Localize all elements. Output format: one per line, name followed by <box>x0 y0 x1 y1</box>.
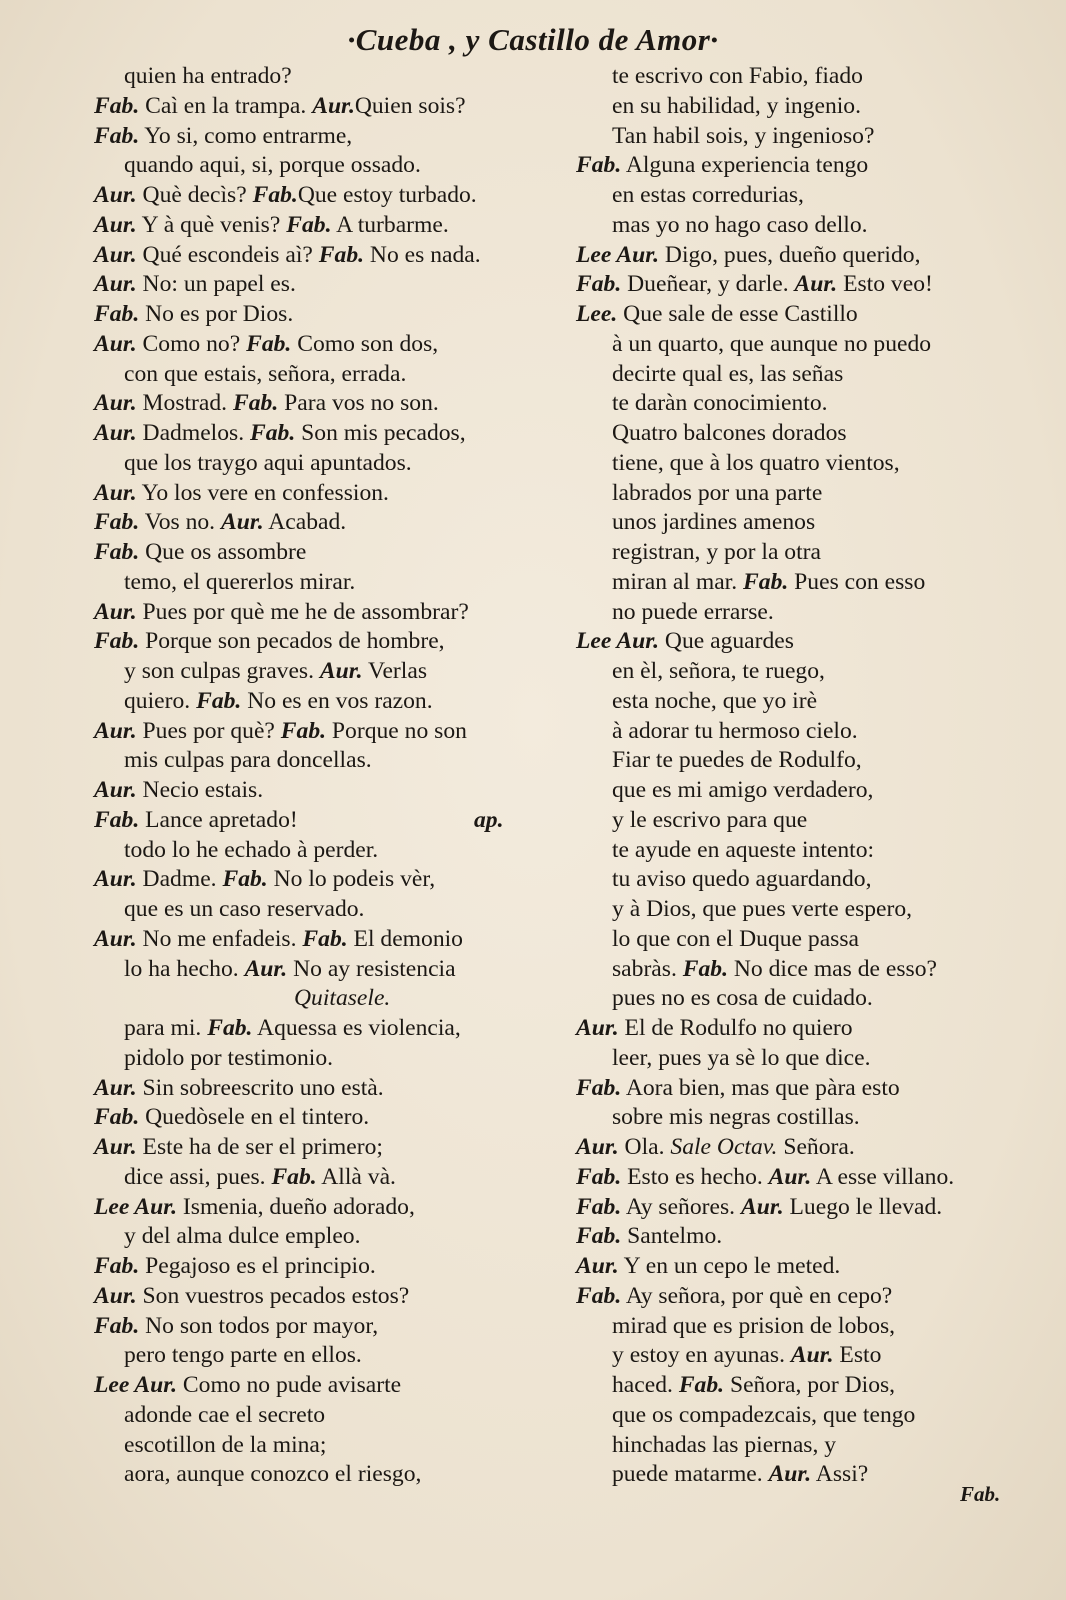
speaker-label: Aur. <box>94 1074 137 1101</box>
verse-line <box>576 449 1016 479</box>
verse-line <box>576 181 1016 211</box>
speaker-label: Aur. <box>312 92 355 119</box>
speaker-label: Fab. <box>196 687 242 714</box>
speaker-label: Fab. <box>318 241 365 268</box>
verse-line <box>576 1371 1016 1401</box>
line-text: Quedòsele en el tintero. <box>139 1104 370 1131</box>
verse-line <box>94 1460 554 1490</box>
line-text: No lo podeis vèr, <box>267 866 436 893</box>
verse-line <box>576 1044 1016 1074</box>
line-text: Señora, por Dios, <box>724 1372 896 1398</box>
line-text: à un quarto, que aunque no puedo <box>612 330 932 357</box>
line-text: A turbarme. <box>331 211 449 238</box>
line-text: Tan habil sois, y ingenioso? <box>612 122 875 149</box>
line-text: Dueñear, y darle. <box>621 271 795 298</box>
line-text: Ismenia, dueño adorado, <box>177 1193 415 1220</box>
speaker-label: Fab. <box>576 1282 622 1309</box>
line-text: Que aguardes <box>659 628 794 655</box>
line-text: en èl, señora, te ruego, <box>612 658 825 684</box>
speaker-label: Aur. <box>94 182 137 208</box>
line-text: Lance apretado! <box>139 806 298 833</box>
line-text: te ayude en aqueste intento: <box>612 836 875 863</box>
line-text: quien ha entrado? <box>124 63 292 89</box>
verse-line <box>94 925 554 955</box>
line-text: Aquessa es violencia, <box>252 1015 461 1041</box>
verse-line <box>94 211 554 241</box>
verse-line <box>94 122 554 152</box>
verse-line <box>576 687 1016 717</box>
line-text: à adorar tu hermoso cielo. <box>612 717 858 744</box>
verse-line <box>576 92 1016 122</box>
verse-line <box>94 538 554 568</box>
line-text: quiero. <box>124 687 197 714</box>
verse-line <box>94 181 554 211</box>
line-text: Fiar te puedes de Rodulfo, <box>612 747 862 774</box>
verse-line <box>94 627 554 657</box>
line-text: Que os assombre <box>139 539 307 565</box>
line-text: que es mi amigo verdadero, <box>612 777 874 803</box>
speaker-label: Aur. <box>94 866 137 893</box>
speaker-label: Aur. <box>94 479 137 506</box>
verse-line <box>94 300 554 330</box>
line-text: El demonio <box>347 925 463 952</box>
speaker-label: Fab. <box>94 539 140 565</box>
line-text: tiene, que à los quatro vientos, <box>612 449 900 476</box>
verse-line <box>94 1431 554 1461</box>
line-text: Esto <box>833 1342 882 1369</box>
line-text: dice assi, pues. <box>124 1163 272 1190</box>
speaker-label: Fab. <box>576 152 622 179</box>
speaker-label: Aur. <box>319 658 363 684</box>
line-text: tu aviso quedo aguardando, <box>612 866 872 893</box>
verse-line <box>94 270 554 300</box>
line-text: Porque son pecados de hombre, <box>139 628 445 655</box>
verse-line <box>94 151 554 181</box>
speaker-label: Fab. <box>94 92 140 119</box>
running-header: ·Cueba , y Castillo de Amor· <box>347 22 719 57</box>
verse-line <box>94 598 554 628</box>
speaker-label: Lee Aur. <box>94 1193 178 1220</box>
verse-line <box>94 955 554 985</box>
verse-line <box>576 955 1016 985</box>
speaker-label: Aur. <box>94 1282 137 1309</box>
verse-line <box>576 479 1016 509</box>
speaker-label: Fab. <box>94 628 140 655</box>
line-text: puede matarme. <box>612 1461 769 1488</box>
verse-line <box>94 330 554 360</box>
speaker-label: Fab. <box>678 1372 725 1398</box>
speaker-label: Fab. <box>576 271 622 298</box>
line-text: No es nada. <box>364 241 481 268</box>
speaker-label: Aur. <box>244 955 288 982</box>
line-text: Y à què venis? <box>136 211 287 238</box>
line-text: temo, el quererlos mirar. <box>124 568 356 595</box>
line-text: Dadmelos. <box>136 420 251 446</box>
line-text: Verlas <box>362 658 427 684</box>
line-text: haced. <box>612 1372 679 1398</box>
verse-line <box>94 419 554 449</box>
line-text: te daràn conocimiento. <box>612 390 828 417</box>
speaker-label: Fab. <box>271 1163 317 1190</box>
aside-marker: ap. <box>474 806 504 833</box>
line-text: Yo los vere en confession. <box>136 479 389 506</box>
line-text: te escrivo con Fabio, fiado <box>612 63 863 89</box>
verse-line <box>94 1222 554 1252</box>
line-text: pero tengo parte en ellos. <box>124 1342 362 1369</box>
verse-line <box>576 717 1016 747</box>
verse-line <box>94 657 554 687</box>
verse-line <box>94 1133 554 1163</box>
line-text: Mostrad. <box>136 390 233 417</box>
line-text: Luego le llevad. <box>783 1193 943 1220</box>
catchword: Fab. <box>960 1482 1001 1506</box>
line-text: Vos no. <box>139 509 221 536</box>
speaker-label: Fab. <box>576 1163 622 1190</box>
speaker-label: Aur. <box>740 1193 784 1220</box>
verse-line <box>576 538 1016 568</box>
line-text: Que sale de esse Castillo <box>617 301 858 327</box>
verse-line <box>576 1222 1016 1252</box>
speaker-label: Fab. <box>250 420 296 446</box>
speaker-label: Aur. <box>94 211 137 238</box>
verse-line <box>576 984 1016 1014</box>
line-text: Acabad. <box>263 509 347 536</box>
verse-line <box>94 776 554 806</box>
verse-line <box>94 1014 554 1044</box>
speaker-label: Fab. <box>207 1015 253 1041</box>
verse-line <box>576 568 1016 598</box>
verse-line <box>576 1431 1016 1461</box>
line-text: lo que con el Duque passa <box>612 925 860 952</box>
speaker-label: Aur. <box>220 509 264 536</box>
verse-line <box>576 241 1016 271</box>
line-text: Quatro balcones dorados <box>612 420 847 446</box>
speaker-label: Aur. <box>94 330 137 357</box>
verse-line <box>94 836 554 866</box>
verse-line <box>94 1103 554 1133</box>
line-text: y à Dios, que pues verte espero, <box>612 896 913 922</box>
line-text: con que estais, señora, errada. <box>124 360 407 387</box>
line-text: Quien sois? <box>354 92 466 119</box>
verse-line <box>576 657 1016 687</box>
line-text: Esto veo! <box>837 271 933 298</box>
verse-line <box>576 1460 1016 1490</box>
verse-line <box>576 62 1016 92</box>
verse-line <box>576 270 1016 300</box>
verse-line <box>94 865 554 895</box>
line-text: Son vuestros pecados estos? <box>136 1282 410 1309</box>
verse-line <box>576 1341 1016 1371</box>
line-text: No me enfadeis. <box>136 925 303 952</box>
verse-line <box>94 568 554 598</box>
line-text: Son mis pecados, <box>295 420 466 446</box>
line-text: esta noche, que yo irè <box>612 687 818 714</box>
verse-line <box>576 1074 1016 1104</box>
line-text: leer, pues ya sè lo que dice. <box>612 1044 871 1071</box>
speaker-label: Fab. <box>576 1193 622 1220</box>
line-text: Sin sobreescrito uno està. <box>136 1074 384 1101</box>
verse-line <box>94 687 554 717</box>
line-text: Digo, pues, dueño querido, <box>659 241 921 268</box>
verse-line <box>576 360 1016 390</box>
speaker-label: Aur. <box>94 241 137 268</box>
verse-line <box>576 598 1016 628</box>
verse-line <box>576 211 1016 241</box>
speaker-label: Fab. <box>302 925 348 952</box>
speaker-label: Aur. <box>576 1253 619 1279</box>
verse-line <box>94 1312 554 1342</box>
line-text: A esse villano. <box>811 1163 955 1190</box>
line-text: Allà và. <box>316 1163 396 1190</box>
verse-line <box>94 241 554 271</box>
speaker-label: Fab. <box>94 509 140 536</box>
speaker-label: Fab. <box>682 955 728 982</box>
verse-line <box>576 151 1016 181</box>
line-text: y son culpas graves. <box>124 658 320 684</box>
speaker-label: Aur. <box>94 390 137 417</box>
line-text: No es por Dios. <box>139 301 294 327</box>
line-text: Yo si, como entrarme, <box>139 122 353 149</box>
line-text: y estoy en ayunas. <box>612 1342 791 1369</box>
line-text: para mi. <box>124 1015 208 1041</box>
line-text: aora, aunque conozco el riesgo, <box>124 1461 422 1488</box>
line-text: decirte qual es, las señas <box>612 360 844 387</box>
line-text: no puede errarse. <box>612 598 774 625</box>
speaker-label: Fab. <box>246 330 292 357</box>
line-text: Aora bien, mas que pàra esto <box>621 1074 900 1101</box>
stage-direction: Sale Octav. <box>670 1134 778 1160</box>
verse-line <box>576 330 1016 360</box>
line-text: No ay resistencia <box>287 955 456 982</box>
verse-line <box>94 1282 554 1312</box>
verse-line <box>576 1133 1016 1163</box>
verse-line <box>94 1044 554 1074</box>
line-text: en estas corredurias, <box>612 182 804 208</box>
verse-line <box>576 627 1016 657</box>
speaker-label: Lee Aur. <box>576 628 660 655</box>
speaker-label: Aur. <box>768 1461 812 1488</box>
line-text: Y en un cepo le meted. <box>618 1253 841 1279</box>
verse-line <box>94 895 554 925</box>
verse-line <box>94 746 554 776</box>
line-text: Santelmo. <box>621 1223 723 1250</box>
verse-line <box>576 389 1016 419</box>
speaker-label: Aur. <box>794 271 838 298</box>
line-text: Pues con esso <box>788 568 926 595</box>
line-text: que os compadezcais, que tengo <box>612 1401 916 1428</box>
line-text: Ay señores. <box>621 1193 741 1220</box>
line-text: Para vos no son. <box>278 390 439 417</box>
right-column <box>576 62 1016 1490</box>
speaker-label: Fab. <box>94 1312 140 1339</box>
verse-line <box>94 62 554 92</box>
verse-line <box>576 1282 1016 1312</box>
line-text: pues no es cosa de cuidado. <box>612 985 873 1012</box>
line-text: hinchadas las piernas, y <box>612 1431 837 1458</box>
verse-line <box>576 865 1016 895</box>
speaker-label: Aur. <box>94 420 137 446</box>
speaker-label: Fab. <box>252 182 298 208</box>
line-text: mirad que es prision de lobos, <box>612 1312 896 1339</box>
speaker-label: Aur. <box>576 1015 619 1041</box>
verse-line <box>576 895 1016 925</box>
line-text: que es un caso reservado. <box>124 896 365 922</box>
verse-line <box>576 508 1016 538</box>
line-text: No es en vos razon. <box>241 687 433 714</box>
verse-line <box>94 360 554 390</box>
verse-line <box>94 479 554 509</box>
verse-line <box>576 746 1016 776</box>
line-text: El de Rodulfo no quiero <box>618 1015 853 1041</box>
line-text: Esto es hecho. <box>621 1163 769 1190</box>
line-text: escotillon de la mina; <box>124 1431 327 1458</box>
speaker-label: Aur. <box>94 717 137 744</box>
line-text: Necio estais. <box>136 777 264 803</box>
speaker-label: Fab. <box>576 1074 622 1101</box>
speaker-label: Fab. <box>94 1253 140 1279</box>
verse-line <box>94 1371 554 1401</box>
verse-line <box>576 1312 1016 1342</box>
line-text: Ay señora, por què en cepo? <box>621 1282 893 1309</box>
speaker-label: Aur. <box>576 1134 619 1160</box>
line-text: Què decìs? <box>136 182 253 208</box>
verse-line <box>576 300 1016 330</box>
line-text: Assi? <box>811 1461 869 1488</box>
line-text: Ola. <box>618 1134 671 1160</box>
verse-line <box>94 1163 554 1193</box>
line-text: Dadme. <box>136 866 223 893</box>
verse-line <box>94 984 554 1014</box>
speaker-label: Fab. <box>94 1104 140 1131</box>
speaker-label: Fab. <box>94 122 140 149</box>
verse-line <box>94 449 554 479</box>
line-text: sabràs. <box>612 955 683 982</box>
speaker-label: Fab. <box>94 301 140 327</box>
line-text: adonde cae el secreto <box>124 1401 326 1428</box>
speaker-label: Aur. <box>790 1342 834 1369</box>
verse-line <box>576 776 1016 806</box>
line-text: y del alma dulce empleo. <box>124 1223 361 1250</box>
verse-line <box>576 1103 1016 1133</box>
verse-line <box>576 1401 1016 1431</box>
line-text: Pues por què me he de assombrar? <box>136 598 469 625</box>
line-text: Como no? <box>136 330 247 357</box>
speaker-label: Fab. <box>94 806 140 833</box>
line-text: labrados por una parte <box>612 479 823 506</box>
verse-line <box>576 1252 1016 1282</box>
verse-line <box>94 1252 554 1282</box>
speaker-label: Fab. <box>286 211 332 238</box>
verse-line <box>94 92 554 122</box>
speaker-label: Fab. <box>576 1223 622 1250</box>
line-text: Caì en la trampa. <box>139 92 313 119</box>
line-text: mis culpas para doncellas. <box>124 747 372 774</box>
line-text: Como no pude avisarte <box>177 1372 402 1398</box>
line-text: todo lo he echado à perder. <box>124 836 379 863</box>
line-text: lo ha hecho. <box>124 955 245 982</box>
line-text: pidolo por testimonio. <box>124 1044 334 1071</box>
line-text: en su habilidad, y ingenio. <box>612 92 862 119</box>
verse-line <box>576 419 1016 449</box>
verse-line <box>576 806 1016 836</box>
line-text: y le escrivo para que <box>612 806 808 833</box>
verse-line <box>576 122 1016 152</box>
speaker-label: Aur. <box>94 925 137 952</box>
verse-line <box>94 1193 554 1223</box>
left-column <box>94 62 554 1490</box>
speaker-label: Fab. <box>222 866 268 893</box>
verse-line <box>94 1401 554 1431</box>
line-text: Como son dos, <box>291 330 439 357</box>
verse-line <box>576 1163 1016 1193</box>
line-text: No dice mas de esso? <box>728 955 938 982</box>
line-text: miran al mar. <box>612 568 744 595</box>
speaker-label: Lee. <box>576 301 618 327</box>
speaker-label: Lee Aur. <box>94 1372 178 1398</box>
verse-line <box>576 1014 1016 1044</box>
line-text: unos jardines amenos <box>612 509 816 536</box>
verse-line <box>576 1193 1016 1223</box>
line-text: Alguna experiencia tengo <box>621 152 869 179</box>
line-text: Porque no son <box>326 717 467 744</box>
line-text: No son todos por mayor, <box>139 1312 379 1339</box>
speaker-label: Aur. <box>94 777 137 803</box>
verse-line <box>94 1341 554 1371</box>
speaker-label: Fab. <box>280 717 327 744</box>
line-text: mas yo no hago caso dello. <box>612 211 868 238</box>
line-text: Qué escondeis aì? <box>136 241 319 268</box>
speaker-label: Aur. <box>94 1134 137 1160</box>
verse-line <box>94 717 554 747</box>
speaker-label: Aur. <box>94 271 137 298</box>
line-text: Que estoy turbado. <box>297 182 477 208</box>
verse-line <box>576 836 1016 866</box>
line-text: que los traygo aqui apuntados. <box>124 449 412 476</box>
line-text: Pegajoso es el principio. <box>139 1253 376 1279</box>
line-text: Señora. <box>777 1134 855 1160</box>
line-text: Este ha de ser el primero; <box>136 1134 383 1160</box>
line-text: No: un papel es. <box>136 271 296 298</box>
line-text: sobre mis negras costillas. <box>612 1104 860 1131</box>
speaker-label: Fab. <box>743 568 789 595</box>
verse-line <box>576 925 1016 955</box>
line-text: quando aqui, si, porque ossado. <box>124 152 421 179</box>
speaker-label: Lee Aur. <box>576 241 660 268</box>
stage-direction: Quitasele. <box>294 985 391 1012</box>
speaker-label: Aur. <box>768 1163 812 1190</box>
speaker-label: Fab. <box>232 390 279 417</box>
verse-line <box>94 389 554 419</box>
verse-line <box>94 508 554 538</box>
line-text: registran, y por la otra <box>612 539 821 565</box>
speaker-label: Aur. <box>94 598 137 625</box>
verse-line <box>94 806 554 836</box>
line-text: Pues por què? <box>136 717 281 744</box>
verse-line <box>94 1074 554 1104</box>
